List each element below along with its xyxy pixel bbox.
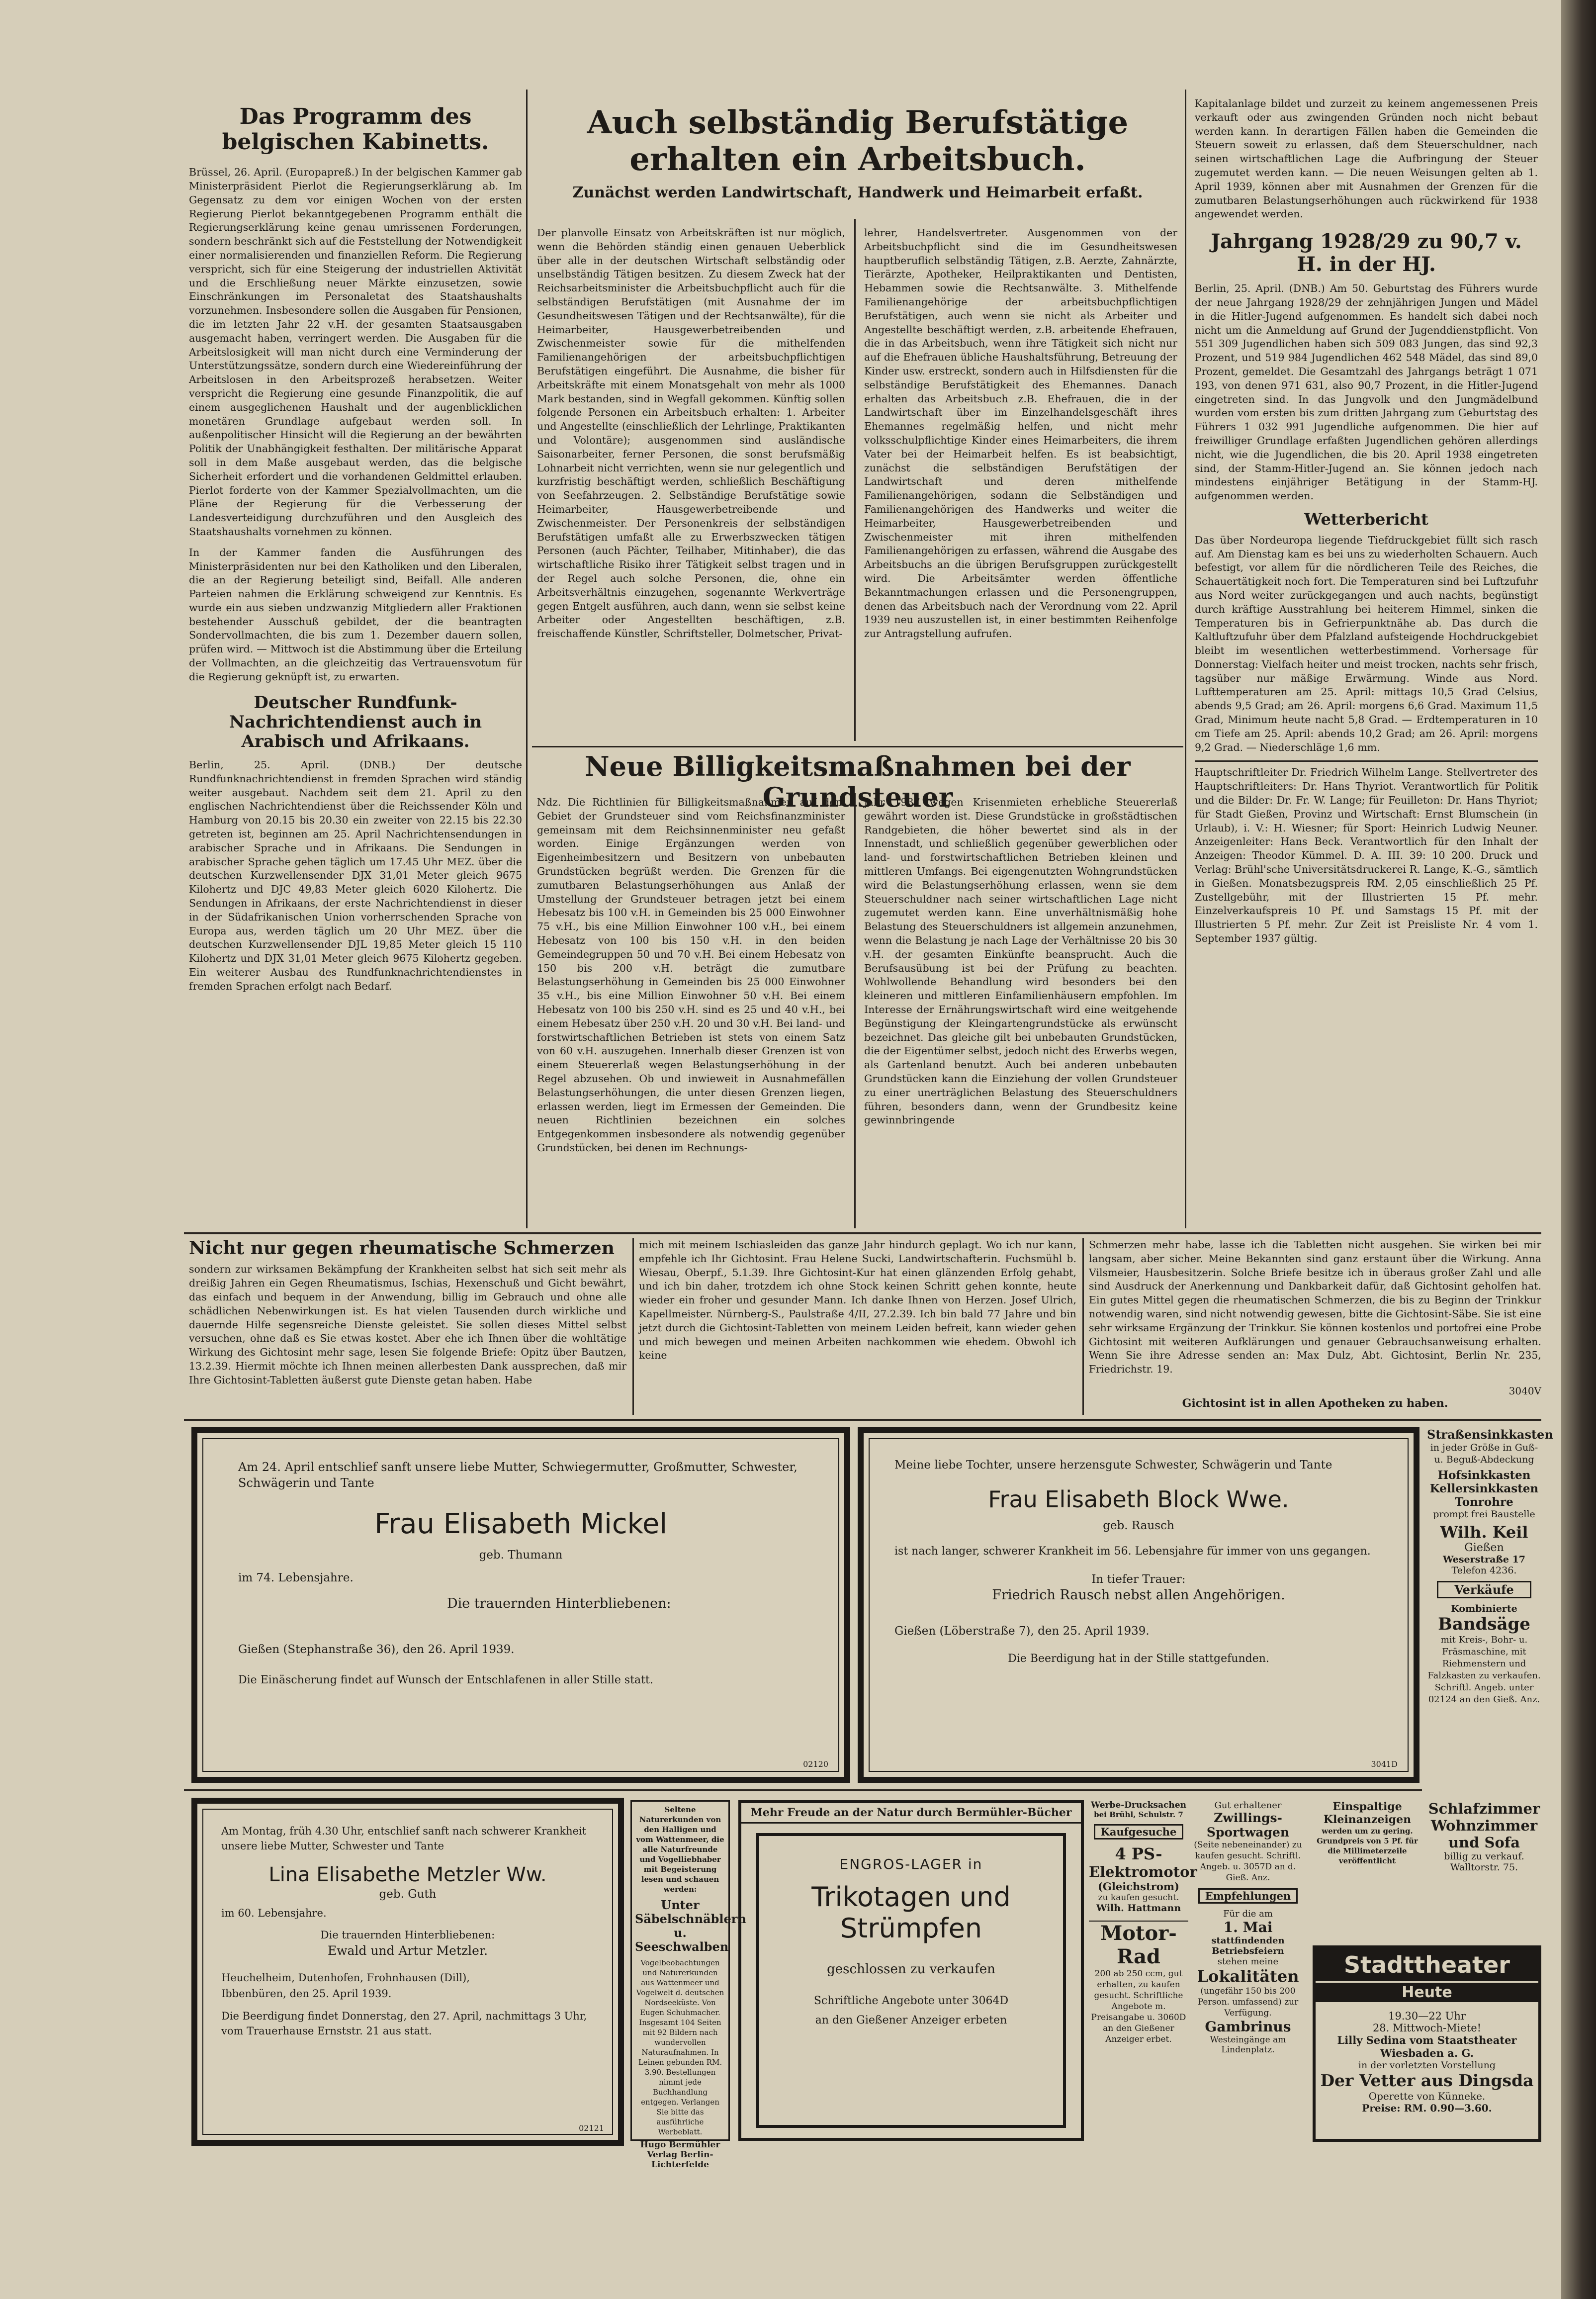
ad-line: 4 PS- <box>1115 1844 1162 1863</box>
obituary-place: Gießen (Stephanstraße 36), den 26. April 1939. <box>238 1643 515 1656</box>
ad-line: (Gleichstrom) <box>1098 1880 1179 1893</box>
article-text: Brüssel, 26. April. (Europapreß.) In der belgischen Kammer gab Ministerpräsident Pierlot die Regierungserklärung ab. Im Gegensatz zu dem vor einigen Wochen von der ersten Regierung Pierlot bekanntgegebenen Programm enthält die Regierungserklärung keine genau umrissenen Forderungen, sondern beschränkt sich auf die Feststellung der Notwendigkeit einer normalisierenden und finanziellen Reform. Die Regierung verspricht, sich für eine Steigerung der industriellen Aktivität und die Erschließung neuer Märkte einzusetzen, sowie Einschränkungen im Personaletat des Staatshaushalts vorzunehmen. Insbesondere sollen die Ausgaben für Pensionen, die im letzten Jahr 22 v.H. der gesamten Staatsausgaben ausgemacht haben, verringert werden. Die Ausgaben für die Arbeitslosigkeit will man nicht durch eine Verminderung der Unterstützungssätze, sondern durch eine Wiedereinführung der Arbeitslosen in den Arbeitsprozeß herabsetzen. Weiter verspricht die Regierung eine gesunde Finanzpolitik, die auf einem ausgeglichenen Haushalt und der augenblicklichen monetären Grundlage aufgebaut werden soll. In außenpolitischer Hinsicht will die Regierung an der bewährten Politik der Unabhängigkeit festhalten. Der militärische Apparat soll in dem Maße ausgebaut werden, das die belgische Sicherheit erfordert und die vorhandenen Geldmittel erlauben. Pierlot forderte von der Kammer Spezialvollmachten, um die Pläne der Regierung für die Verbesserung der Landesverteidigung durchzuführen und den Ausgleich des Staatshaushalts vornehmen zu können. <box>189 166 522 538</box>
obituary-text: ist nach langer, schwerer Krankheit im 56. Lebensjahre für immer von uns gegangen. <box>894 1545 1371 1558</box>
ad-line: Gut erhaltener <box>1214 1800 1282 1811</box>
ad-line: Motor-Rad <box>1089 1921 1188 1968</box>
ad-line: Preise: RM. 0.90—3.60. <box>1362 2102 1492 2114</box>
ad-line: prompt frei Baustelle <box>1433 1509 1535 1520</box>
column-rule <box>1185 90 1186 1228</box>
obituary-note: Die Einäscherung findet auf Wunsch der Entschlafenen in aller Stille statt. <box>238 1674 653 1686</box>
obituary-name: Frau Elisabeth Block Wwe. <box>988 1486 1289 1513</box>
obituary-place: Heuchelheim, Dutenhofen, Frohnhausen (Dill), <box>221 1972 470 1984</box>
obituary-place: Gießen (Löberstraße 7), den 25. April 1939. <box>894 1625 1150 1638</box>
ad-line: werden um zu gering. Grundpreis von 5 Pf. für die Millimeterzeile veröffentlicht <box>1317 1827 1418 1865</box>
ad-line: Telefon 4236. <box>1451 1565 1517 1576</box>
ad-line: (Seite nebeneinander) zu kaufen gesucht. Schriftl. Angeb. u. 3057D an d. Gieß. Anz. <box>1194 1840 1302 1883</box>
ad-line: stattfindenden Betriebsfeiern <box>1211 1935 1285 1956</box>
headline-arbeitsbuch: Auch selbständig Berufstätige erhalten ein Arbeitsbuch. <box>587 104 1129 178</box>
ad-line: Der Vetter aus Dingsda <box>1320 2071 1534 2090</box>
ad-theater-heute: Heute <box>1316 1983 1538 2002</box>
ad-line: Hugo Bermühler Verlag Berlin-Lichterfelde <box>640 2140 720 2170</box>
ad-line: stehen meine <box>1217 1956 1279 1967</box>
headline-block-grundsteuer <box>537 750 1178 814</box>
ad-engros-inner <box>756 1833 1066 2128</box>
ad-line: Hofsinkkasten <box>1437 1469 1531 1482</box>
headline-grundsteuer: Neue Billigkeitsmaßnahmen bei der Grundsteuer <box>585 750 1131 814</box>
obituary-name: Lina Elisabethe Metzler Ww. <box>268 1863 547 1886</box>
ad-section-label: Kaufgesuche <box>1094 1824 1183 1839</box>
ad-line: 19.30—22 Uhr <box>1388 2010 1466 2022</box>
ad-line: Werbe-Drucksachen <box>1091 1800 1186 1810</box>
ad-line: Tonrohre <box>1455 1495 1513 1509</box>
column-rule <box>1082 1238 1084 1415</box>
ad-schlafzimmer <box>1427 1800 1541 1939</box>
ad-engros <box>738 1800 1084 2141</box>
impressum: Hauptschriftleiter Dr. Friedrich Wilhelm Lange. Stellvertreter des Hauptschriftleiters: Dr. Hans Thyriot. Verantwortlich für Politik und die Bilder: Dr. Fr. W. Lange; für Feuilleton: Dr. Hans Thyriot; für Stadt Gießen, Provinz und Wirtschaft: Ernst Blumschein (in Urlaub), i. V.: H. Wiesner; für Sport: Heinrich Ludwig Neuner. Anzeigenleiter: Hans Beck. Verantwortlich für den Inhalt der Anzeigen: Theodor Kümmel. D. A. III. 39: 10 200. Druck und Verlag: Brühl'sche Universitätsdruckerei R. Lange, K.-G., sämtlich in Gießen. Monatsbezugspreis RM. 2,05 einschließlich 25 Pf. Zustellgebühr, mit der Illustrierten 15 Pf. mehr. Einzelverkaufspreis 10 Pf. und Samstags 15 Pf. mit der Illustrierten 5 Pf. mehr. Zur Zeit ist Preisliste Nr. 4 vom 1. September 1937 gültig. <box>1195 766 1538 945</box>
headline-rundfunk: Deutscher Rundfunk-Nachrichtendienst auch in Arabisch und Afrikaans. <box>229 692 482 751</box>
ad-headline: Nicht nur gegen rheumatische Schmerzen <box>189 1238 615 1259</box>
headline-wetter: Wetterbericht <box>1304 509 1428 529</box>
ad-section-label: Verkäufe <box>1437 1581 1531 1598</box>
column-rule <box>854 793 856 1228</box>
ad-line: billig zu verkauf. <box>1444 1851 1524 1862</box>
article-text: Kapitalanlage bildet und zurzeit zu keinem angemessenen Preis verkauft oder aus zwingenden Gründen noch nicht bebaut werden kann. In derartigen Fällen haben die Gemeinden die Steuern soweit zu erlassen, daß dem Steuerschuldner, nach seinen wirtschaftlichen Lage die Aufbringung der Steuer zugemutet werden kann. — Die neuen Weisungen gelten ab 1. April 1939, können aber mit Ausnahmen der Grenzen für die zumutbaren Belastungserhöhungen auch rückwirkend für 1938 angewendet werden. <box>1195 97 1538 220</box>
column-grundsteuer-a <box>537 796 845 1228</box>
ad-line: 1. Mai <box>1223 1919 1273 1935</box>
ad-column-kaufgesuche <box>1089 1800 1197 2141</box>
article-text: Der planvolle Einsatz von Arbeitskräften ist nur möglich, wenn die Behörden ständig einen genauen Ueberblick über alle in der deutschen Wirtschaft selbständig oder unselbständig Tätigen besitzen. Zu diesem Zweck hat der Reichsarbeitsminister die Arbeitsbuchpflicht auch für die selbständigen Berufstätigen (mit Ausnahme der im Gesundheitswesen Tätigen und der Rechtsanwälte), für die Heimarbeiter, Hausgewerbetreibenden und Zwischenmeister sowie für die mithelfenden Familienangehörigen der arbeitsbuchpflichtigen Berufstätigen eingeführt. Die Ausnahme, die bisher für Arbeitskräfte mit einem Monatsgehalt von mehr als 1000 Mark bestanden, sind in Wegfall gekommen. Künftig sollen folgende Personen ein Arbeitsbuch erhalten: 1. Arbeiter und Angestellte (einschließlich der Lehrlinge, Praktikanten und Volontäre); ausgenommen sind ausländische Saisonarbeiter, ferner Personen, die sonst berufsmäßig Lohnarbeit nicht verrichten, wenn sie nur gelegentlich und kurzfristig beschäftigt werden, schließlich Beschäftigung von Seefahrzeugen. 2. Selbständige Berufstätige sowie Heimarbeiter, Hausgewerbetreibende und Zwischenmeister. Der Personenkreis der selbständigen Berufstätigen umfaßt alle zu Erwerbszwecken tätigen Personen (auch Pächter, Teilhaber, Mitinhaber), die das wirtschaftliche Risiko ihrer Tätigkeit selbst tragen und in der Regel auch solche Personen, die, ohne ein Arbeitsverhältnis einzugehen, sogenannte Werkverträge gegen Entgelt ausführen, auch dann, wenn sie selbst keine Arbeiter oder Angestellten beschäftigen, z.B. freischaffende Künstler, Schriftsteller, Dolmetscher, Privat- <box>537 227 845 640</box>
headline-belgium: Das Programm des belgischen Kabinetts. <box>222 104 489 155</box>
ad-line: Weserstraße 17 <box>1442 1554 1526 1565</box>
ad-line: bei Brühl, Schulstr. 7 <box>1094 1810 1183 1819</box>
ad-text: mich mit meinem Ischiasleiden das ganze Jahr hindurch geplagt. Wo ich nur kann, empfehle ich Ihr Gichtosint. Frau Helene Sucki, Landwirtschafterin. Fuchsmühl b. Wiesau, Oberpf., 5.1.39. Ihre Gichtosint-Kur hat einen glänzenden Erfolg gehabt, und ich bin daher, trotzdem ich ohne Stock keinen Schritt gehen konnte, heute wieder ein froher und gesunder Mann. Ich danke Ihnen von Herzen. Josef Ulrich, Kapellmeister. Nürnberg-S., Paulstraße 4/II, 27.2.39. Ich bin bald 77 Jahre und bin jetzt durch die Gichtosint-Tabletten von meinem Leiden befreit, kann wieder gehen und mich bewegen und meinen Arbeiten nachkommen wie ehedem. Obwohl ich keine <box>639 1239 1076 1362</box>
headline-hj: Jahrgang 1928/29 zu 90,7 v. H. in der HJ. <box>1211 230 1522 276</box>
obituary-mickel <box>191 1427 850 1783</box>
obituary-intro: Am 24. April entschlief sanft unsere liebe Mutter, Schwiegermutter, Großmutter, Schwester, Schwägerin und Tante <box>238 1460 798 1490</box>
article-text: Ndz. Die Richtlinien für Billigkeitsmaßnahmen auf dem Gebiet der Grundsteuer sind vom Reichsfinanzminister gemeinsam mit dem Reichsinnenminister neu gefaßt worden. Einige Ergänzungen werden von Eigenheimbesitzern und Besitzern von unbebauten Grundstücken begrüßt werden. Die Grenzen für die zumutbaren Belastungserhöhungen aus Anlaß der Umstellung der Grundsteuer betragen jetzt bei einem Hebesatz bis 100 v.H. in Gemeinden bis 25 000 Einwohner 75 v.H., bis eine Million Einwohner 100 v.H., bei einem Hebesatz von 100 bis 150 v.H. in den beiden Gemeindegruppen 50 und 70 v.H. Bei einem Hebesatz von 150 bis 200 v.H. beträgt die zumutbare Belastungserhöhung in Gemeinden bis 25 000 Einwohner 35 v.H., bis eine Million Einwohner 50 v.H. Bei einem Hebesatz von 100 bis 250 v.H. sind es 25 und 40 v.H., bei einem Hebesatz über 250 v.H. 20 und 30 v.H. Bei land- und forstwirtschaftlichen Betrieben ist stets von einem Satz von 60 v.H. auszugehen. Innerhalb dieser Grenzen ist von einem Steuererlaß wegen Belastungserhöhung in der Regel abzusehen. Ob und inwieweit in Ausnahmefällen Belastungserhöhungen, die unter diesen Grenzen liegen, erlassen werden, liegt im Ermessen der Gemeinden. Die neuen Richtlinien bezeichnen ein solches Entgegenkommen insbesondere als notwendig gegenüber Grundstücken, bei denen im Rechnungs- <box>537 796 845 1154</box>
column-rule <box>854 219 856 741</box>
obituary-name: Frau Elisabeth Mickel <box>374 1508 668 1540</box>
ad-line: Trikotagen und <box>811 1881 1011 1913</box>
subheadline: Zunächst werden Landwirtschaft, Handwerk und Heimarbeit erfaßt. <box>572 184 1143 202</box>
ad-gichtosint-col1 <box>189 1238 626 1415</box>
obituary-mourners: Die trauernden Hinterbliebenen: <box>447 1596 671 1611</box>
ad-line: Strümpfen <box>840 1913 982 1944</box>
ad-line: Walltorstr. 75. <box>1450 1862 1518 1873</box>
ad-line: Seltene Naturerkunden von den Halligen und vom Wattenmeer, die alle Naturfreunde und Vogelliebhaber mit Begeisterung lesen und schauen werden: <box>636 1805 724 1894</box>
article-text: jahr 1937 wegen Krisenmieten erhebliche Steuererlaß gewährt worden ist. Diese Grundstücke in großstädtischen Randgebieten, die höher bewertet sind als in der Innenstadt, und schließlich gegenüber gewerblichen oder land- und forstwirtschaftlichen Betrieben kleinen und mittleren Umfangs. Bei eigengenutzten Wohngrundstücken wird die Belastungserhöhung erlassen, wenn sie dem Steuerschuldner nach seiner wirtschaftlichen Lage nicht zugemutet werden kann. Eine unverhältnismäßig hohe Belastung des Steuerschuldners ist allgemein anzunehmen, wenn die Belastung je nach Lage der Verhältnisse 20 bis 30 v.H. der gesamten Einkünfte beansprucht. Auch die Berufsausübung ist bei der Prüfung zu beachten. Wohlwollende Behandlung wird besonders bei den kleineren und mittleren Einfamilienhäusern empfohlen. Im Interesse der Ernährungswirtschaft wird eine weitgehende Begünstigung der Kleingartengrundstücke als erwünscht bezeichnet. Das gleiche gilt bei unbebauten Grundstücken, die der Eigentümer selbst, jedoch nicht des Erwerbs wegen, als Gartenland benutzt. Auch bei anderen unbebauten Grundstücken kann die Einziehung der vollen Grundsteuer zu einer unerträglichen Belastung des Steuerschuldners führen, besonders dann, wenn der Grundbesitz keine gewinnbringende <box>864 796 1177 1126</box>
obituary-mourners: Friedrich Rausch nebst allen Angehörigen. <box>992 1587 1285 1603</box>
ad-text: sondern zur wirksamen Bekämpfung der Krankheiten selbst hat sich seit mehr als dreißig Jahren ein Gegen Rheumatismus, Ischias, Hexenschuß und Gicht bewährt, das einfach und bequem in der Anwendung, billig im Gebrauch und ohne alle schädlichen Nebenwirkungen ist. Es hat vielen Tausenden durch wirkliche und dauernde Hilfe segensreiche Dienste geleistet. Sie sollen dieses Mittel selbst versuchen, ohne daß es Sie etwas kostet. Aber ehe ich Ihnen über die wohltätige Wirkung des Gichtosint mehr sage, lesen Sie folgende Briefe: Opitz über Bautzen, 13.2.39. Hiermit möchte ich Ihnen meinen allerbesten Dank aussprechen, daß mir Ihre Gichtosint-Tabletten äußerst gute Dienste getan haben. Habe <box>189 1263 626 1386</box>
obituary-trauer: In tiefer Trauer: <box>1091 1573 1186 1586</box>
ad-line: an den Gießener Anzeiger erbeten <box>815 2014 1007 2026</box>
ad-line: Lokalitäten <box>1197 1967 1299 1986</box>
obituary-age: im 74. Lebensjahre. <box>238 1571 354 1584</box>
ad-text: Schmerzen mehr habe, lasse ich die Tabletten nicht ausgehen. Sie wirken bei mir langsam, aber sicher. Meine Bekannten sind ganz erstaunt über die Wirkung. Anna Vilsmeier, Hausbesitzerin. Solche Briefe besitze ich in überaus großer Zahl und alle sind Ausdruck der Anerkennung und Dankbarkeit dafür, daß Gichtosint geholfen hat. Ein gutes Mittel gegen die rheumatischen Schmerzen, die bis zu Beginn der Trinkkur notwendig waren, sind nicht notwendig gewesen, bitte die Gichtosint-Säbe. Sie ist eine sehr wirksame Ergänzung der Trinkkur. Sie können kostenlos und portofrei eine Probe Gichtosint mit weiteren Aufklärungen und genauer Gebrauchsanweisung erhalten. Wenn Sie ihre Adresse senden an: Max Dulz, Abt. Gichtosint, Berlin Nr. 235, Friedrichstr. 19. <box>1089 1239 1541 1376</box>
obituary-mourners-label: Die trauernden Hinterbliebenen: <box>320 1929 495 1941</box>
obituary-intro: Am Montag, früh 4.30 Uhr, entschlief sanft nach schwerer Krankheit unsere liebe Mutter, Schwester und Tante <box>221 1825 587 1852</box>
rule <box>184 1419 1541 1421</box>
ad-section-label: Empfehlungen <box>1198 1888 1298 1904</box>
obituary-intro: Meine liebe Tochter, unsere herzensgute Schwester, Schwägerin und Tante <box>894 1459 1332 1471</box>
obituary-age: im 60. Lebensjahre. <box>221 1907 327 1919</box>
obituary-geb: geb. Guth <box>379 1888 437 1901</box>
ad-line: Gambrinus <box>1205 2019 1291 2035</box>
ad-line: Wilh. Keil <box>1440 1523 1528 1542</box>
ad-line: Vogelbeobachtungen und Naturerkunden aus Wattenmeer und Vogelwelt d. deutschen Nordseeküste. Von Eugen Schuhmacher. Insgesamt 104 Seiten mit 92 Bildern nach wundervollen Naturaufnahmen. In Leinen gebunden RM. 3.90. Bestellungen nimmt jede Buchhandlung entgegen. Verlangen Sie bitte das ausführliche Werbeblatt. <box>636 1958 724 2136</box>
column-right <box>1195 97 1538 1228</box>
article-text: In der Kammer fanden die Ausführungen des Ministerpräsidenten nur bei den Katholiken und den Liberalen, die an der Regierung beteiligt sind, Beifall. Alle anderen Parteien nahmen die Erklärung schweigend zur Kenntnis. Es wurde ein aus sieben undzwanzig Mitgliedern aller Fraktionen bestehender Ausschuß gebildet, der die beantragten Sondervollmachten, die bis zum 1. Dezember dauern sollen, prüfen wird. — Mittwoch ist die Abstimmung über die Erteilung der Vollmachten, an die gleichzeitig das Vertrauensvotum für die Regierung geknüpft ist, zu erwarten. <box>189 546 522 683</box>
ad-line: Lilly Sedina vom Staatstheater Wiesbaden a. G. <box>1337 2034 1517 2059</box>
obituary-note: Die Beerdigung hat in der Stille stattgefunden. <box>1008 1653 1269 1665</box>
ad-line: Elektromotor <box>1089 1863 1197 1880</box>
rule <box>184 1789 1422 1791</box>
ad-book-title: Unter Säbelschnäblern u. Seeschwalben <box>635 1898 746 1954</box>
headline-block-arbeitsbuch <box>537 104 1178 219</box>
ad-line: zu kaufen gesucht. <box>1098 1893 1179 1903</box>
ad-theater-title: Stadttheater <box>1316 1948 1538 1981</box>
ad-book <box>630 1800 746 2170</box>
ad-line: geschlossen zu verkaufen <box>827 1962 995 1977</box>
article-text: lehrer, Handelsvertreter. Ausgenommen von der Arbeitsbuchpflicht sind die im Gesundheitswesen hauptberuflich selbständig Tätigen, z.B. Aerzte, Zahnärzte, Tierärzte, Apotheker, Heilpraktikanten und Dentisten, Hebammen sowie die Rechtsanwälte. 3. Mithelfende Familienangehörige der arbeitsbuchpflichtigen Berufstätigen, auch wenn sie nicht als Arbeiter und Angestellte beschäftigt werden, z.B. arbeitende Ehefrauen, die in das Arbeitsbuch, wenn ihre Tätigkeit sich nicht nur auf die Ehefrauen übliche Haushaltsführung, Betreuung der Kinder usw. erstreckt, sondern auch in Hilfsdiensten für die selbständige Berufstätigkeit des Ehemannes. Danach erhalten das Arbeitsbuch z.B. Ehefrauen, die in der Landwirtschaft über im Einzelhandelsgeschäft ihres Ehemannes regelmäßig helfen, und nicht mehr volksschulpflichtige Kinder eines Heimarbeiters, die ihrem Vater bei der Heimarbeit helfen. Es ist beabsichtigt, zunächst die selbständigen Berufstätigen der Landwirtschaft und deren mithelfende Familienangehörigen, sodann die Selbständigen und Familienangehörigen des Handwerks und weiter die Heimarbeiter, Hausgewerbetreibenden und Zwischenmeister mit ihren mithelfenden Familienangehörigen zu erfassen, während die Ausgabe des Arbeitsbuchs an die übrigen Berufsgruppen zurückgestellt wird. Die Arbeitsämter werden öffentliche Bekanntmachungen erlassen und die Personengruppen, denen das Arbeitsbuch nach der Verordnung vom 22. April 1939 neu auszustellen ist, in einer bestimmten Reihenfolge zur Antragstellung aufrufen. <box>864 227 1177 640</box>
column-belgium <box>189 104 522 1228</box>
ad-banner: Mehr Freude an der Natur durch Bermühler-Bücher <box>741 1803 1081 1824</box>
ad-line: Schlafzimmer Wohnzimmer und Sofa <box>1428 1800 1540 1851</box>
ad-line: 200 ab 250 ccm, gut erhalten, zu kaufen gesucht. Schriftliche Angebote m. Preisangabe u. 3060D an den Gießener Anzeiger erbet. <box>1091 1969 1186 2044</box>
ad-line: mit Kreis-, Bohr- u. Fräsmaschine, mit Riehmenstern und Falzkasten zu verkaufen. Schriftl. Angeb. unter 02124 an den Gieß. Anz. <box>1427 1635 1541 1705</box>
ad-line: ENGROS-LAGER in <box>839 1856 983 1872</box>
rule <box>184 1232 1541 1234</box>
column-rule <box>632 1238 634 1415</box>
ad-code: 02120 <box>803 1759 828 1769</box>
impressum-block <box>1195 760 1538 945</box>
ad-column-empfehlungen <box>1193 1800 1303 2141</box>
ad-gichtosint-col2 <box>639 1238 1076 1415</box>
obituary-block <box>858 1427 1419 1783</box>
ad-line: in der vorletzten Vorstellung <box>1358 2060 1496 2071</box>
ad-line: Wilh. Hattmann <box>1096 1903 1181 1914</box>
obituary-mourners: Ewald und Artur Metzler. <box>327 1943 488 1958</box>
ad-code: 3040V <box>1508 1385 1541 1397</box>
ad-line: (ungefähr 150 bis 200 Person. umfassend) zur Verfügung. <box>1197 1986 1299 2018</box>
obituary-place: Ibbenbüren, den 25. April 1939. <box>221 1988 392 2000</box>
ad-line: Einspaltige Kleinanzeigen <box>1323 1800 1412 1826</box>
column-arbeitsbuch-b <box>864 226 1177 743</box>
ad-line: 28. Mittwoch-Miete! <box>1372 2022 1482 2034</box>
ad-gichtosint-col3 <box>1089 1238 1541 1415</box>
obituary-note: Die Beerdigung findet Donnerstag, den 27. April, nachmittags 3 Uhr, vom Trauerhause Ernststr. 21 aus statt. <box>221 2010 587 2037</box>
ad-line: Straßensinkkasten <box>1427 1427 1553 1442</box>
article-text: Berlin, 25. April. (DNB.) Am 50. Geburtstag des Führers wurde der neue Jahrgang 1928/29 der zehnjährigen Jungen und Mädel in die Hitler-Jugend aufgenommen. Es handelt sich dabei noch nicht um die Anmeldung auf Grund der Jugenddienstpflicht. Von 551 309 Jugendlichen haben sich 509 083 Jungen, das sind 92,3 Prozent, und 519 984 Jugendlichen 462 548 Mädel, das sind 89,0 Prozent, gemeldet. Die Gesamtzahl des Jahrgangs beträgt 1 071 193, von denen 971 631, also 90,7 Prozent, in die Hitler-Jugend eingetreten sind. In das Jungvolk und den Jungmädelbund wurden vom ersten bis zum dritten Jahrgang zum Geburtstag des Führers 1 032 991 Jugendliche aufgenommen. Die hier auf freiwilliger Grundlage erfaßten Jugendlichen gehören allerdings nicht, wie die Jugendlichen, die bis 20. April 1938 eingetreten sind, der Stamm-Hitler-Jugend an. Sie können jedoch nach mindestens einjähriger Betätigung in der Stamm-HJ. aufgenommen werden. <box>1195 282 1538 502</box>
ad-line: in jeder Größe in Guß- u. Beguß-Abdeckung <box>1430 1442 1538 1465</box>
column-arbeitsbuch-a <box>537 226 845 743</box>
column-rule <box>526 90 528 1228</box>
page-edge <box>1561 0 1596 2299</box>
ad-stadttheater <box>1313 1945 1541 2142</box>
ad-gichtosint <box>189 1238 1541 1415</box>
obituary-geb: geb. Thumann <box>479 1549 563 1562</box>
ad-line: Schriftliche Angebote unter 3064D <box>813 1995 1009 2007</box>
ad-kleinanzeigen <box>1313 1800 1422 1939</box>
ad-line: Gießen <box>1464 1542 1504 1554</box>
ad-line: Kombinierte <box>1451 1603 1517 1614</box>
column-grundsteuer-b <box>864 796 1177 1228</box>
ad-footer: Gichtosint ist in allen Apotheken zu haben. <box>1182 1397 1448 1410</box>
ad-line: Kellersinkkasten <box>1429 1482 1539 1495</box>
article-text: Berlin, 25. April. (DNB.) Der deutsche Rundfunknachrichtendienst in fremden Sprachen wird ständig weiter ausgebaut. Nachdem seit dem 21. April zu den englischen Nachrichtendienst über die Reichssender Köln und Hamburg von 20.15 bis 20.30 ein zweiter von 22.15 bis 22.30 getreten ist, beginnen am 25. April Nachrichtensendungen in arabischer Sprache und in Afrikaans. Die Sendungen in arabischer Sprache gehen täglich um 17.45 Uhr MEZ. über die deutschen Kurzwellensender DJX 31,01 Meter gleich 9675 Kilohertz und DJC 49,83 Meter gleich 6020 Kilohertz. Die Sendungen in Afrikaans, der erste Nachrichtendienst in dieser in der Südafrikanischen Union vorherrschenden Sprache von Europa aus, werden täglich um 20 Uhr MEZ. über die deutschen Kurzwellensender DJL 19,85 Meter gleich 15 110 Kilohertz und DJX 31,01 Meter gleich 9675 Kilohertz gegeben. Ein weiterer Ausbau des Rundfunknachrichtendienstes in fremden Sprachen erfolgt nach Bedarf. <box>189 758 522 992</box>
rule <box>532 746 1183 747</box>
obituary-metzler <box>191 1798 624 2146</box>
obituary-geb: geb. Rausch <box>1103 1519 1174 1532</box>
ad-code: 3041D <box>1371 1759 1398 1769</box>
ad-line: Für die am <box>1223 1909 1273 1919</box>
ad-line: Zwillings-Sportwagen <box>1206 1811 1290 1839</box>
article-text: Das über Nordeuropa liegende Tiefdruckgebiet füllt sich rasch auf. Am Dienstag kam es bei uns zu wiederholten Schauern. Auch befestigt, vor allem für die nördlicheren Teile des Reiches, die Schauertätigkeit noch fort. Die Temperaturen sind bei Luftzufuhr aus Nord weiter zurückgegangen und auch nachts, begünstigt durch kräftige Ausstrahlung bei heiterem Himmel, sinken die Temperaturen bis in Gefrierpunktnähe ab. Das durch die Kaltluftzufuhr über dem Pfalzland aufsteigende Hochdruckgebiet bleibt im wesentlichen wetterbestimmend. Vorhersage für Donnerstag: Vielfach heiter und meist trocken, nachts sehr frisch, tagsüber nur mäßige Erwärmung. Winde aus Nord. Lufttemperaturen am 25. April: mittags 10,5 Grad Celsius, abends 9,5 Grad; am 26. April: morgens 6,6 Grad. Maximum 11,5 Grad, Minimum heute nacht 5,8 Grad. — Erdtemperaturen in 10 cm Tiefe am 25. April: abends 10,2 Grad; am 26. April: morgens 9,2 Grad. — Niederschläge 1,6 mm. <box>1195 534 1538 753</box>
ad-code: 02121 <box>579 2123 604 2133</box>
ad-line: Bandsäge <box>1438 1614 1530 1634</box>
ad-line: Operette von Künneke. <box>1368 2090 1486 2102</box>
ad-line: Westeingänge am Lindenplatz. <box>1210 2035 1286 2055</box>
